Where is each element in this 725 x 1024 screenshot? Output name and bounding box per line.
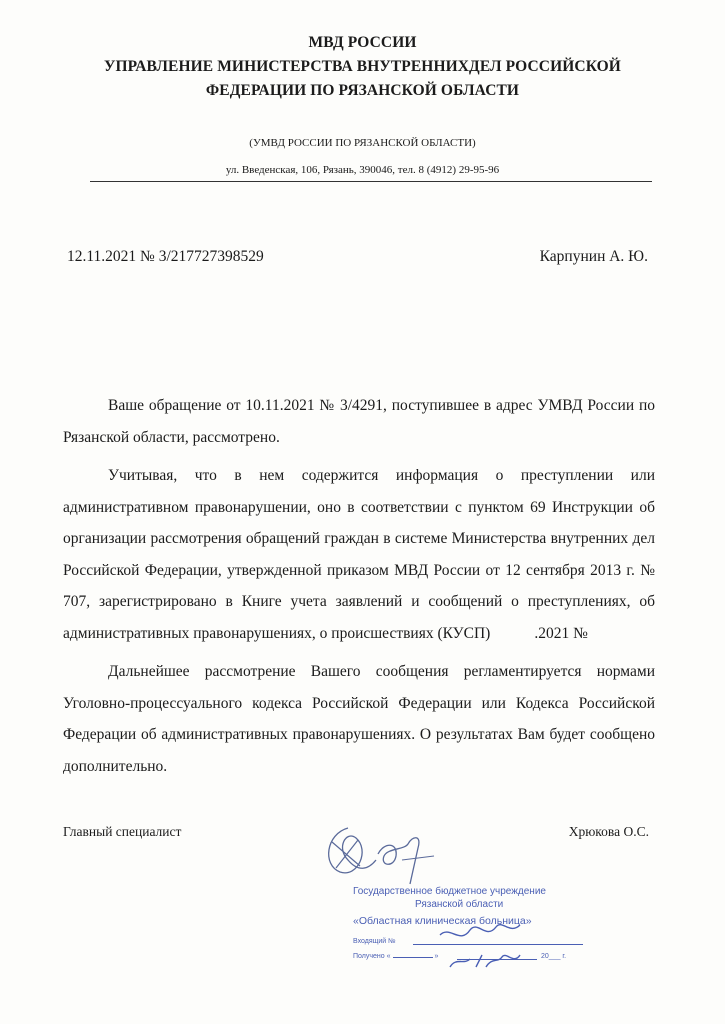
- paragraph-3: Дальнейшее рассмотрение Вашего сообщения регламентируется нормами Уголовно-процессуального кодекса Российской Федерации или Кодекса Российской Федерации об административных правонарушениях. О результатах Вам будет сообщено дополнительно.: [63, 663, 655, 775]
- letter-body: [63, 390, 655, 782]
- document-date-number: 12.11.2021 № 3/217727398529: [67, 248, 264, 265]
- paragraph-2-main: Учитывая, что в нем содержится информация о преступлении или административном правонарушении, оно в соответствии с пунктом 69 Инструкции об организации рассмотрения обращений граждан в системе Министерства внутренних дел Российской Федерации, утвержденной приказом МВД России от 12 сентября 2013 г. № 707, зарегистрировано в Книге учета заявлений и сообщений о преступлениях, об административных правонарушениях, о происшествиях (КУСП): [63, 467, 655, 642]
- paragraph-2: [63, 460, 655, 649]
- paragraph-2-tail: .2021 №: [534, 624, 588, 642]
- header-divider: [90, 181, 652, 182]
- stamp-received-label: Получено « »: [353, 953, 439, 960]
- signer-position: Главный специалист: [63, 824, 182, 839]
- signer-name: Хрюкова О.С.: [568, 824, 649, 839]
- stamp-region: Рязанской области: [415, 899, 504, 910]
- org-full-name-line2: ФЕДЕРАЦИИ ПО РЯЗАНСКОЙ ОБЛАСТИ: [205, 82, 520, 99]
- org-address: ул. Введенская, 106, Рязань, 390046, тел. 8 (4912) 29-95-96: [225, 164, 500, 176]
- stamp-institution-name: «Областная клиническая больница»: [353, 915, 532, 927]
- org-name: МВД РОССИИ: [308, 34, 417, 51]
- stamp-institution-type: Государственное бюджетное учреждение: [353, 886, 546, 897]
- stamp-year: 20___ г.: [541, 953, 567, 960]
- recipient-name: Карпунин А. Ю.: [539, 248, 648, 265]
- org-abbreviation: (УМВД РОССИИ ПО РЯЗАНСКОЙ ОБЛАСТИ): [249, 137, 476, 149]
- paragraph-1: Ваше обращение от 10.11.2021 № 3/4291, поступившее в адрес УМВД России по Рязанской области, рассмотрено.: [63, 397, 655, 446]
- stamp-incoming-label: Входящий №: [353, 938, 396, 945]
- handwritten-registration-marks: [430, 905, 540, 975]
- org-full-name-line1: УПРАВЛЕНИЕ МИНИСТЕРСТВА ВНУТРЕННИХДЕЛ РОССИЙСКОЙ: [104, 58, 621, 75]
